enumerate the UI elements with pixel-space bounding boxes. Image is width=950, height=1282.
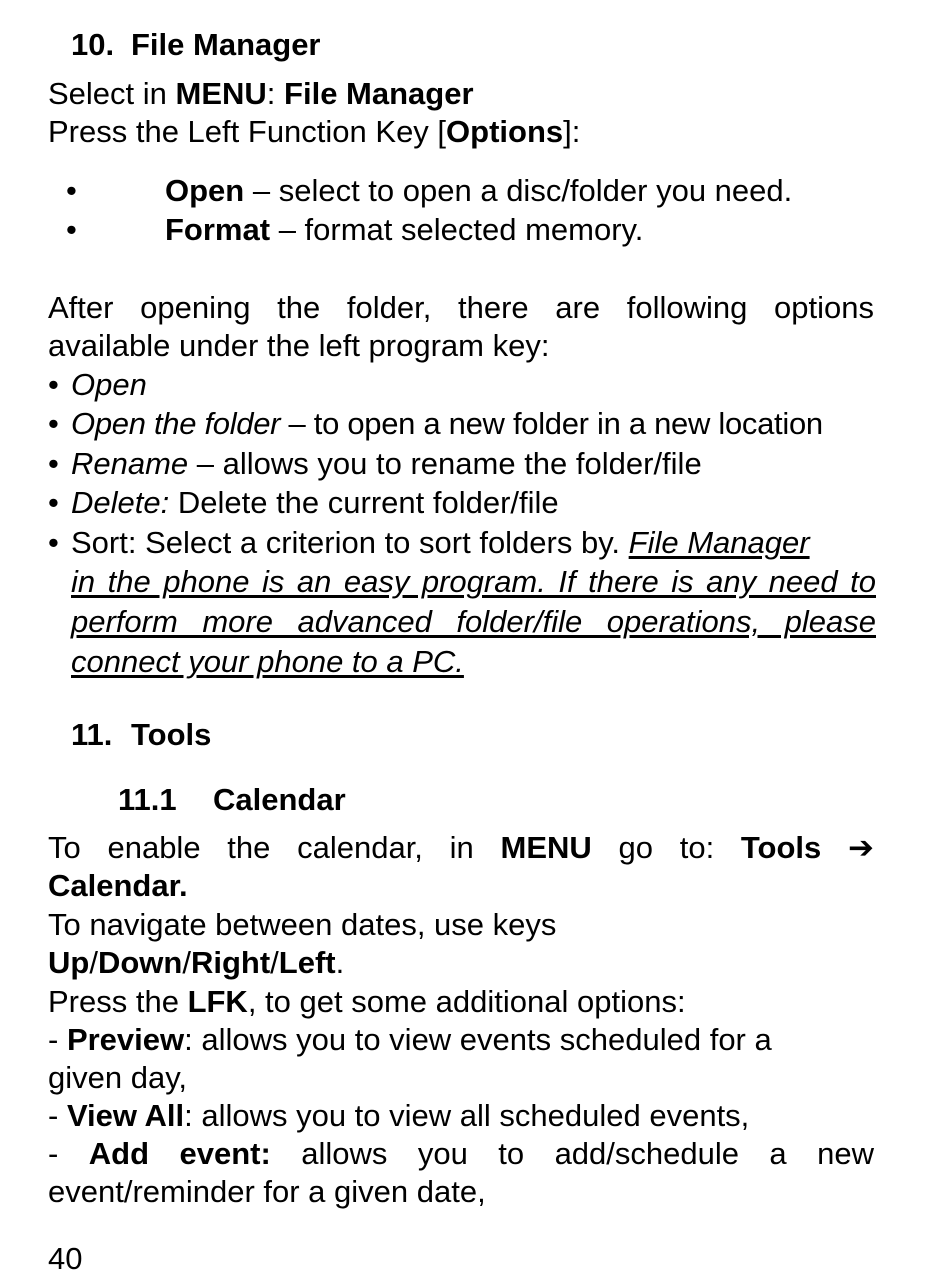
navigation-keys [48,944,874,982]
note-text: connect your phone to a PC. [71,644,464,679]
lfk-instruction [48,983,874,1021]
text: / [89,945,98,980]
bullet: • [48,525,59,560]
add-event-option [48,1135,874,1173]
menu-keyword: MENU [500,830,592,865]
key-right: Right [190,945,271,980]
option-term: Add event: [88,1136,271,1171]
text: / [270,945,279,980]
section-number: 10. [71,27,115,62]
option-desc: allows you to add/schedule a new [301,1136,874,1171]
option-desc: Delete the current folder/file [169,485,559,520]
text: - [48,1022,67,1057]
viewall-option [48,1097,874,1135]
bullet: • [66,173,77,208]
list-item [71,484,876,522]
sort-text: Sort: Select a criterion to sort folders by. [71,525,629,560]
key-up: Up [48,945,90,980]
option-term: View All [66,1098,185,1133]
navigate-text: To navigate between dates, use keys [48,907,557,942]
key-name: LFK [187,984,248,1019]
subsection-11-1-heading [118,781,346,819]
section-number: 11. [71,717,113,752]
bullet: • [48,367,59,402]
option-term: Open the folder [71,406,281,441]
option-term: Open [71,367,147,402]
menu-target: File Manager [284,76,474,111]
text: . [335,945,345,980]
bullet: • [66,212,77,247]
subsection-number: 11.1 [118,782,177,817]
note-text: in the phone is an easy program. If there is any need to [71,564,876,599]
section-11-heading [71,716,211,754]
option-term: Rename [71,446,189,481]
press-instruction [48,113,874,151]
option-term: Format [165,212,271,247]
text: Press the Left Function Key [ [48,114,447,149]
arrow-right-icon: ➔ [848,830,874,865]
select-instruction [48,75,874,113]
text: , to get some additional options: [247,984,686,1019]
key-down: Down [97,945,183,980]
note-text: perform more advanced folder/file operations, please [71,604,876,639]
option-desc: – select to open a disc/folder you need. [244,173,793,208]
list-item [71,366,876,404]
list-item [71,445,876,483]
text: : [266,76,285,111]
section-title: Tools [131,717,212,752]
menu-tools: Tools [740,830,848,865]
option-term: Delete: [71,485,170,520]
menu-calendar: Calendar. [48,868,188,903]
note-text: File Manager [628,525,810,560]
text: ]: [563,114,581,149]
sort-item [71,524,876,562]
preview-option-cont: given day, [48,1060,188,1095]
option-desc: : allows you to view events scheduled for a [184,1022,772,1057]
subsection-title: Calendar [213,782,346,817]
text: Press the [48,984,188,1019]
text: - [48,1098,67,1133]
option-term: Preview [66,1022,185,1057]
option-desc: – allows you to rename the folder/file [188,446,702,481]
text: - [48,1136,59,1171]
add-event-option-cont: event/reminder for a given date, [48,1174,486,1209]
bullet: • [48,446,59,481]
text: To enable the calendar, in [48,830,501,865]
section-10-heading [71,26,321,64]
option-desc: : allows you to view all scheduled events, [184,1098,750,1133]
bullet: • [48,406,59,441]
section-title: File Manager [131,27,321,62]
preview-option [48,1021,874,1059]
list-item [165,211,643,249]
text: go to: [591,830,741,865]
menu-keyword: MENU [175,76,267,111]
key-left: Left [278,945,336,980]
text: / [182,945,191,980]
key-name: Options [446,114,564,149]
option-desc: – to open a new folder in a new location [280,406,823,441]
enable-calendar-text [48,829,874,867]
text: Select in [48,76,176,111]
list-item [71,405,876,443]
list-item [165,172,792,210]
page-number: 40 [48,1241,83,1276]
bullet: • [48,485,59,520]
option-term: Open [165,173,245,208]
option-desc: – format selected memory. [270,212,644,247]
after-opening-text-cont: available under the left program key: [48,328,550,363]
after-opening-text: After opening the folder, there are following options [48,290,874,325]
